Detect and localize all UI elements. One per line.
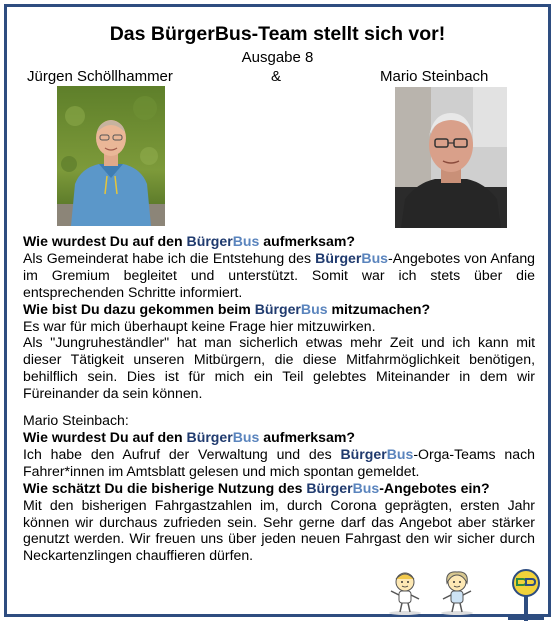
boy-mascot-icon	[389, 573, 421, 615]
issue-label: Ausgabe 8	[241, 49, 314, 66]
ampersand: &	[271, 68, 282, 85]
person-name-line: Mario Steinbach:	[23, 412, 129, 429]
answer-2: Es war für mich überhaupt keine Frage hier mitzuwirken.	[23, 317, 376, 334]
page-title: Das BürgerBus-Team stellt sich vor!	[109, 23, 446, 45]
question-1: Wie wurdest Du auf den BürgerBus aufmerksam?	[23, 233, 355, 249]
question-2: Wie bist Du dazu gekommen beim BürgerBus mitzumachen?	[23, 300, 431, 317]
question-4: Wie schätzt Du die bisherige Nutzung des BürgerBus-Angebotes ein?	[23, 479, 490, 496]
answer-4: Ich habe den Aufruf der Verwaltung und des BürgerBus-Orga-Teams nach Fahrer*innen im Amtsblatt gelesen und mich spontan gemeldet.	[23, 445, 535, 479]
question-3: Wie wurdest Du auf den BürgerBus aufmerksam?	[23, 428, 355, 445]
answer-5: Mit den bisherigen Fahrgastzahlen im, durch Corona geprägten, ersten Jahr können wir durchaus zufrieden sein. Sehr gerne darf das Angebot aber stärker genutzt werden. Wir freuen uns über jeden neuen Fahrgast den wir sicher durch Neckartenzlingen chauffieren dürfen.	[23, 496, 535, 564]
girl-mascot-icon	[441, 572, 473, 615]
mascots	[383, 571, 508, 615]
portrait-photo-left	[57, 86, 165, 226]
buergerbus-logo-sign	[506, 569, 552, 621]
answer-3: Als "Jungruheständler" hat man sicherlich etwas mehr Zeit und ich kann mit dieser Tätigkeit unseren Mitbürgern, die diese Mitfahrmöglichkeit benötigen, behilflich sein. Dies ist für mich ein Teil gelebtes Miteinander in dem wir Füreinander da sein können.	[23, 334, 535, 402]
answer-1: Als Gemeinderat habe ich die Entstehung des BürgerBus-Angebotes von Anfang im Gremium begleitet und unterstützt. Somit war ich stets über die entsprechenden Schritte informiert.	[23, 249, 535, 300]
person-name-left: Jürgen Schöllhammer	[27, 68, 173, 85]
portrait-photo-right	[395, 87, 507, 228]
person-name-right: Mario Steinbach	[380, 68, 489, 85]
article-body	[23, 233, 535, 564]
newsletter-frame	[4, 4, 551, 617]
